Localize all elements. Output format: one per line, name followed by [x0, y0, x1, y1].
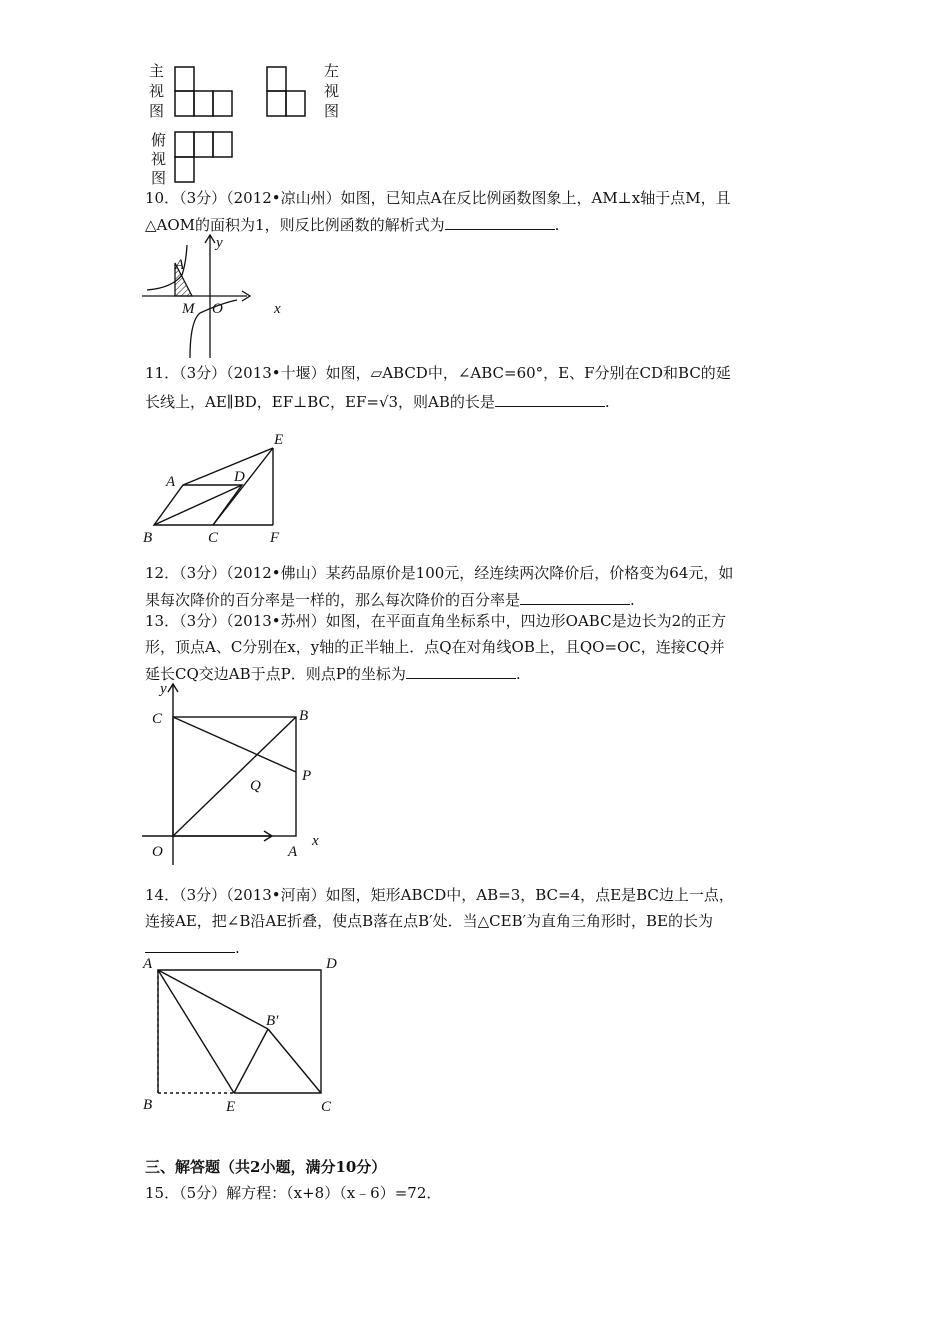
label-Q: Q [250, 778, 261, 794]
q10-line2 [145, 215, 559, 234]
label-M: M [182, 301, 195, 317]
q14-line2: 连接AE，把∠B沿AE折叠，使点B落在点B′处．当△CEB′为直角三角形时，BE的长为 [145, 912, 713, 930]
label-O: O [212, 301, 223, 317]
label-E: E [274, 432, 284, 448]
label-B: B [143, 1097, 153, 1113]
q13-line2: 形，顶点A、C分别在x，y轴的正半轴上．点Q在对角线OB上，且QO=OC，连接CQ并 [145, 638, 725, 656]
q11-answer-blank[interactable] [495, 392, 605, 407]
label-A: A [143, 956, 153, 972]
q11-line1: 11．（3分）（2013•十堰）如图，▱ABCD中，∠ABC=60°，E、F分别在CD和BC的延 [145, 364, 731, 382]
q14-rectangle-figure [140, 955, 350, 1115]
label-C: C [321, 1099, 332, 1115]
q10-answer-blank[interactable] [445, 215, 555, 230]
label-O: O [152, 844, 163, 860]
q10-hyperbola-figure [142, 233, 292, 361]
label-top-view-2: 视 [151, 150, 167, 168]
label-left-view-2: 视 [324, 82, 340, 100]
q11-end: . [604, 393, 610, 411]
section-heading: 三、解答题（共2小题，满分10分） [145, 1158, 387, 1176]
label-B: B [299, 708, 309, 724]
q14-answer-blank[interactable] [145, 938, 235, 953]
q12-answer-blank[interactable] [520, 590, 630, 605]
q13-end: . [515, 665, 521, 683]
label-x: x [312, 833, 319, 849]
q13-answer-blank[interactable] [406, 664, 516, 679]
label-F: F [270, 530, 280, 546]
q12-line2 [145, 590, 635, 609]
label-A: A [175, 257, 185, 273]
label-B: B [143, 530, 153, 546]
q13-text: 延长CQ交边AB于点P．则点P的坐标为 [145, 665, 406, 683]
label-left-view-1: 左 [324, 62, 340, 80]
label-front-view-1: 主 [149, 62, 165, 80]
q10-line1: 10．（3分）（2012•凉山州）如图，已知点A在反比例函数图象上，AM⊥x轴于点M，且 [145, 189, 731, 207]
q11-line2 [145, 392, 610, 411]
label-C: C [208, 530, 219, 546]
label-A: A [166, 474, 176, 490]
q11-text-a: 长线上，AE∥BD，EF⊥BC，EF= [145, 393, 379, 411]
q12-end: . [630, 591, 635, 609]
label-A: A [288, 844, 298, 860]
q12-line1: 12．（3分）（2012•佛山）某药品原价是100元，经连续两次降价后，价格变为64元，如 [145, 564, 734, 582]
label-E: E [226, 1099, 236, 1115]
label-y: y [216, 235, 223, 251]
label-left-view-3: 图 [324, 102, 340, 120]
label-y: y [160, 681, 167, 697]
label-D: D [326, 956, 337, 972]
q11-parallelogram-figure [140, 430, 300, 550]
three-views-figure [145, 60, 355, 187]
q12-text: 果每次降价的百分率是一样的，那么每次降价的百分率是 [145, 591, 521, 609]
q13-line1: 13．（3分）（2013•苏州）如图，在平面直角坐标系中，四边形OABC是边长为2的正方 [145, 612, 727, 630]
label-front-view-3: 图 [149, 102, 165, 120]
label-C: C [152, 711, 163, 727]
q14-line1: 14．（3分）（2013•河南）如图，矩形ABCD中，AB=3，BC=4，点E是BC边上一点， [145, 886, 734, 904]
label-D: D [234, 469, 245, 485]
q14-end: . [235, 939, 240, 957]
q11-text-b: ，则AB的长是 [398, 393, 495, 411]
label-x: x [274, 301, 281, 317]
label-B-prime: B′ [266, 1013, 279, 1029]
q13-square-figure [142, 680, 332, 870]
label-top-view-1: 俯 [151, 131, 167, 149]
label-top-view-3: 图 [151, 169, 167, 187]
label-P: P [302, 768, 312, 784]
q15-text: 15．（5分）解方程：（x+8）（x﹣6）=72． [145, 1184, 442, 1202]
sqrt3: √3 [378, 393, 399, 411]
q10-text: △AOM的面积为1，则反比例函数的解析式为 [145, 216, 445, 234]
label-front-view-2: 视 [149, 82, 165, 100]
q10-end: . [554, 216, 560, 234]
